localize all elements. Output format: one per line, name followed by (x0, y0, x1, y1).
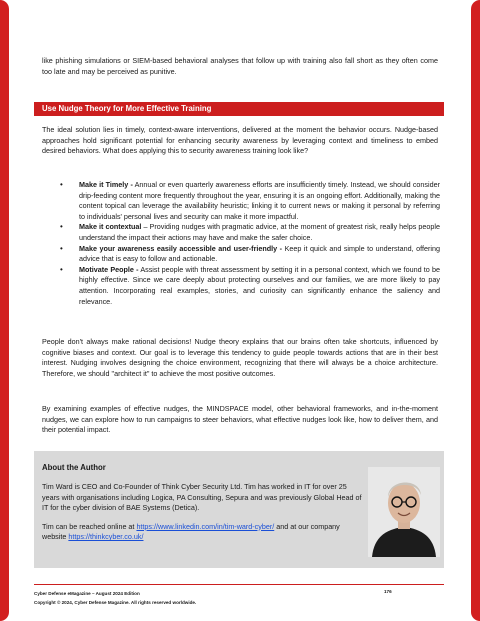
list-item (60, 222, 440, 243)
bullet-heading: Make it contextual (79, 222, 142, 232)
list-item (60, 265, 440, 307)
bullet-icon: • (60, 243, 63, 253)
author-photo (368, 467, 440, 557)
author-contact (42, 522, 364, 543)
about-author-box (34, 451, 444, 568)
list-item (60, 244, 440, 265)
footer-copyright: Copyright © 2024, Cyber Defense Magazine. All rights reserved worldwide. (34, 600, 197, 605)
bullet-list (60, 180, 440, 307)
linkedin-link[interactable]: https://www.linkedin.com/in/tim-ward-cyber/ (136, 521, 275, 531)
page-number: 176 (384, 589, 392, 594)
footer-edition: Cyber Defense eMagazine – August 2024 Edition (34, 591, 140, 596)
bullet-icon: • (60, 264, 63, 274)
bullet-heading: Make your awareness easily accessible and user-friendly - (79, 243, 283, 253)
bullet-text: – Providing nudges with pragmatic advice, at the moment of greatest risk, really helps people understand the impact their actions may have and make the safer choice. (79, 222, 441, 242)
contact-middle: and at our company website (42, 521, 340, 541)
bullet-text: Annual or even quarterly awareness efforts are insufficiently timely. Instead, we should consider drip-feeding content more frequently throughout the year, ensuring it is an ongoing effort. Additionally, making the content topical can leverage the availability heuristic; linking it to current news or making it personal by referring to individuals' personal lives and security can make it more impactful. (79, 180, 440, 221)
author-heading: About the Author (42, 463, 106, 472)
footer-info (34, 589, 196, 607)
author-body (42, 482, 364, 551)
contact-prefix: Tim can be reached online at (42, 521, 137, 531)
paragraph-mindspace: By examining examples of effective nudges, the MINDSPACE model, other behavioral frameworks, and in-the-moment nudges, we can explore how to run campaigns to steer behaviors, what effective nudges look like, how to deliver them, and their potential impact. (42, 404, 438, 434)
right-red-edge (471, 0, 480, 621)
bullet-icon: • (60, 222, 63, 232)
author-bio: Tim Ward is CEO and Co-Founder of Think Cyber Security Ltd. Tim has worked in IT for over 25 years with organisations including Logica, PA Consulting, Sepura and was previously Global Head of IT for the cyber division of BAE Systems (Detica). (42, 482, 362, 512)
bullet-text: Keep it quick and simple to understand, offering advice that is easy to follow and actionable. (79, 243, 440, 264)
footer-divider (34, 584, 444, 585)
paragraph-nudge-theory: People don't always make rational decisions! Nudge theory explains that our brains often take shortcuts, influenced by cognitive biases and context. Our goal is to leverage this tendency to guide people towards actions that are in their best interest. Nudging involves designing the choice environment, recognizing that there will always be a choice architecture. Therefore, we should "architect it" to achieve the most positive outcomes. (42, 337, 438, 378)
bullet-text: Assist people with threat assessment by setting it in a personal context, which we found to be highly effective. Since we care deeply about protecting ourselves and our families, we are more likely to pay attention. Incorporating real examples, stories, and curiosity can significantly enhance the saliency and relevance. (79, 264, 441, 306)
bullet-icon: • (60, 180, 63, 189)
intro-paragraph: like phishing simulations or SIEM-based behavioral analyses that follow up with training also fall short as they often come too late and may be perceived as punitive. (42, 56, 438, 76)
paragraph-ideal-solution: The ideal solution lies in timely, context-aware interventions, delivered at the moment the behavior occurs. Nudge-based approaches hold significant potential for enhancing security awareness by leveraging context and timeliness to embed desired behaviors. What does applying this to security awareness training look like? (42, 125, 438, 155)
bullet-heading: Make it Timely - (79, 180, 133, 189)
bullet-heading: Motivate People - (79, 264, 139, 274)
left-red-edge (0, 0, 9, 621)
list-item (60, 180, 440, 222)
website-link[interactable]: https://thinkcyber.co.uk/ (68, 532, 144, 541)
section-heading: Use Nudge Theory for More Effective Training (34, 102, 444, 116)
author-portrait-icon (368, 467, 440, 557)
